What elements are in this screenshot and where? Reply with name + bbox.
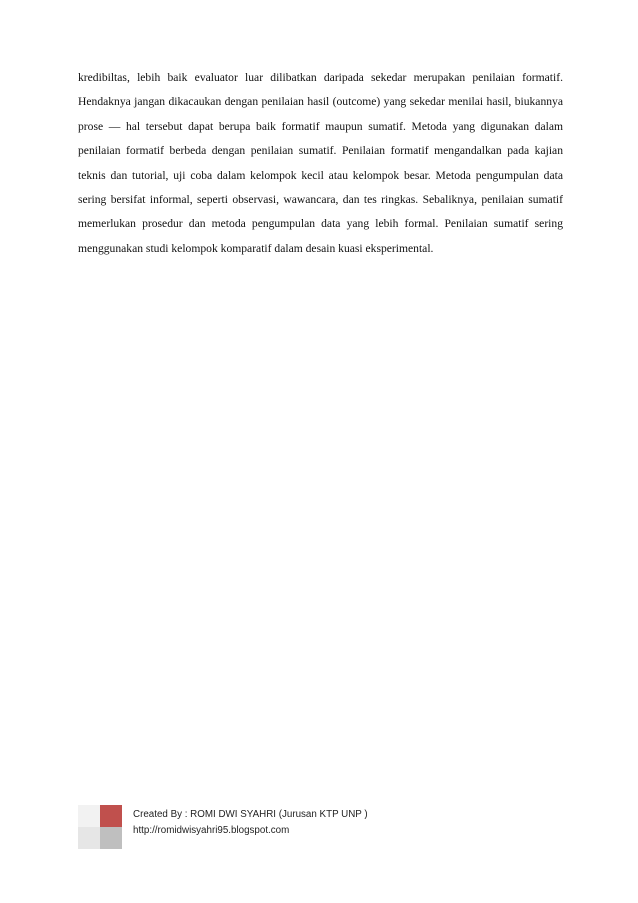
logo-square-light-gray [78, 827, 100, 849]
footer-logo-squares [78, 805, 122, 849]
footer-credit: Created By : ROMI DWI SYAHRI (Jurusan KTP UNP ) [133, 809, 368, 820]
logo-square-gray [100, 827, 122, 849]
footer-blog-url: http://romidwisyahri95.blogspot.com [133, 825, 290, 836]
logo-square-red [100, 805, 122, 827]
logo-square-top-left [78, 805, 100, 827]
footer-credit-block [133, 807, 368, 839]
logo-square-top-left-fill [78, 805, 100, 827]
body-paragraph: kredibiltas, lebih baik evaluator luar dilibatkan daripada sekedar merupakan penilaian formatif. Hendaknya jangan dikacaukan dengan penilaian hasil (outcome) yang sekedar menilai hasil, biukannya prose — hal tersebut dapat berupa baik formatif maupun sumatif. Metoda yang digunakan dalam penilaian formatif berbeda dengan penilaian sumatif. Penilaian formatif mengandalkan pada kajian teknis dan tutorial, uji coba dalam kelompok kecil atau kelompok besar. Metoda pengumpulan data sering bersifat informal, seperti observasi, wawancara, dan tes ringkas. Sebaliknya, penilaian sumatif memerlukan prosedur dan metoda pengumpulan data yang lebih formal. Penilaian sumatif sering menggunakan studi kelompok komparatif dalam desain kuasi eksperimental. [78, 71, 563, 255]
